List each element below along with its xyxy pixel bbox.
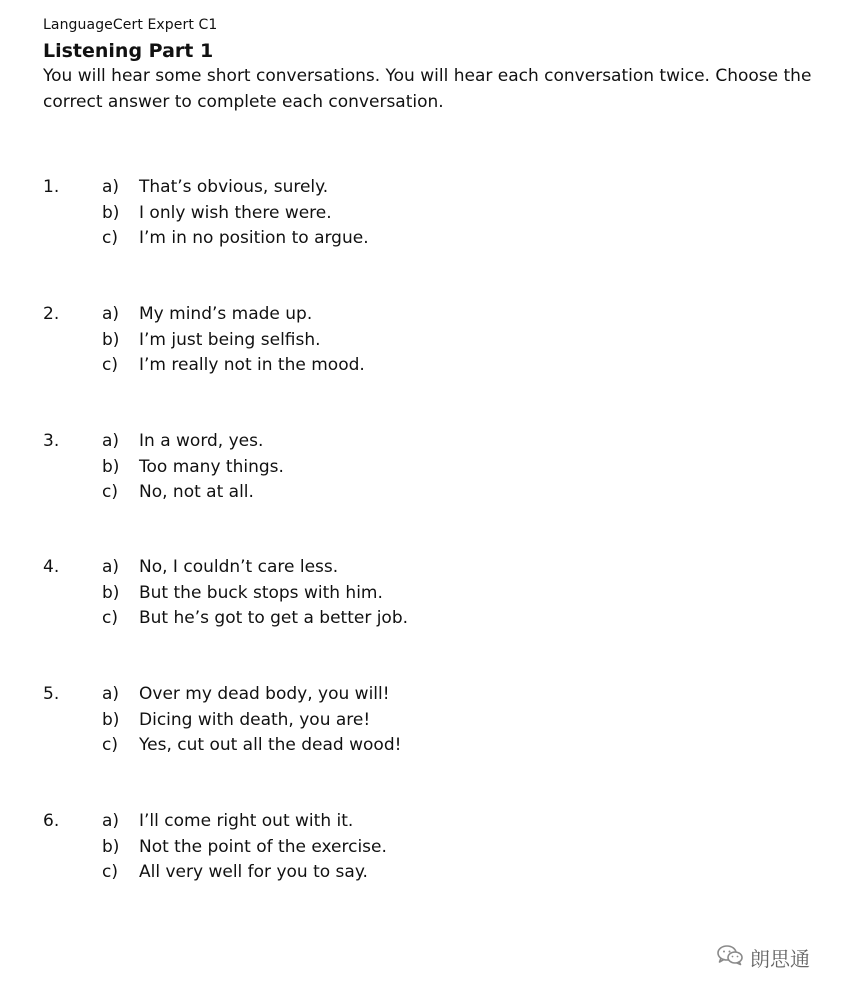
option-text: No, I couldn’t care less. — [139, 557, 339, 577]
option-a — [102, 555, 408, 581]
option-letter: c) — [102, 862, 118, 882]
option-text: Not the point of the exercise. — [139, 836, 387, 857]
option-list — [102, 682, 401, 759]
option-c — [102, 226, 369, 252]
option-letter: c) — [102, 608, 118, 628]
option-list — [102, 429, 284, 506]
question-number: 4. — [43, 557, 60, 577]
option-c — [102, 606, 408, 632]
option-c — [102, 860, 387, 886]
option-text: All very well for you to say. — [139, 862, 368, 882]
option-b — [102, 328, 365, 354]
exam-label: LanguageCert Expert C1 — [43, 17, 218, 33]
option-b — [102, 455, 284, 481]
watermark — [716, 943, 810, 972]
option-c — [102, 480, 284, 506]
question-number: 6. — [43, 811, 60, 831]
option-text: My mind’s made up. — [139, 304, 313, 324]
option-text: But he’s got to get a better job. — [139, 608, 409, 628]
page-title: Listening Part 1 — [43, 40, 214, 62]
option-text: I’ll come right out with it. — [139, 811, 354, 831]
option-list — [102, 809, 387, 886]
option-letter: b) — [102, 709, 120, 730]
option-list — [102, 175, 369, 252]
option-letter: a) — [102, 684, 120, 704]
option-letter: b) — [102, 456, 120, 477]
option-text: In a word, yes. — [139, 431, 264, 451]
option-c — [102, 353, 365, 379]
option-text: I’m really not in the mood. — [139, 355, 365, 375]
option-a — [102, 682, 401, 708]
option-c — [102, 733, 401, 759]
question-number: 2. — [43, 304, 60, 324]
option-letter: a) — [102, 431, 120, 451]
option-list — [102, 302, 365, 379]
option-letter: a) — [102, 177, 120, 197]
option-b — [102, 835, 387, 861]
option-text: I only wish there were. — [139, 202, 332, 223]
option-letter: a) — [102, 557, 120, 577]
watermark-text: 朗思通 — [750, 947, 810, 971]
option-text: I’m in no position to argue. — [139, 228, 369, 248]
option-a — [102, 175, 369, 201]
option-b — [102, 581, 408, 607]
wechat-icon — [716, 944, 750, 971]
option-a — [102, 429, 284, 455]
option-text: But the buck stops with him. — [139, 582, 383, 603]
question-number: 3. — [43, 431, 60, 451]
option-letter: b) — [102, 836, 120, 857]
option-letter: c) — [102, 228, 118, 248]
option-letter: a) — [102, 811, 120, 831]
option-text: Dicing with death, you are! — [139, 709, 371, 730]
question-number: 1. — [43, 177, 60, 197]
option-b — [102, 201, 369, 227]
option-letter: c) — [102, 735, 118, 755]
option-letter: b) — [102, 329, 120, 350]
option-text: Too many things. — [139, 456, 284, 477]
option-text: That’s obvious, surely. — [139, 177, 329, 197]
instructions: You will hear some short conversations. You will hear each conversation twice. Choose the correct answer to complete each conversation. — [43, 66, 812, 112]
option-letter: a) — [102, 304, 120, 324]
option-letter: c) — [102, 355, 118, 375]
question-number: 5. — [43, 684, 60, 704]
option-letter: b) — [102, 202, 120, 223]
option-b — [102, 708, 401, 734]
option-text: Over my dead body, you will! — [139, 684, 390, 704]
option-a — [102, 302, 365, 328]
option-letter: b) — [102, 582, 120, 603]
option-a — [102, 809, 387, 835]
option-letter: c) — [102, 482, 118, 502]
option-text: Yes, cut out all the dead wood! — [139, 735, 402, 755]
option-text: I’m just being selfish. — [139, 329, 321, 350]
option-text: No, not at all. — [139, 482, 254, 502]
option-list — [102, 555, 408, 632]
